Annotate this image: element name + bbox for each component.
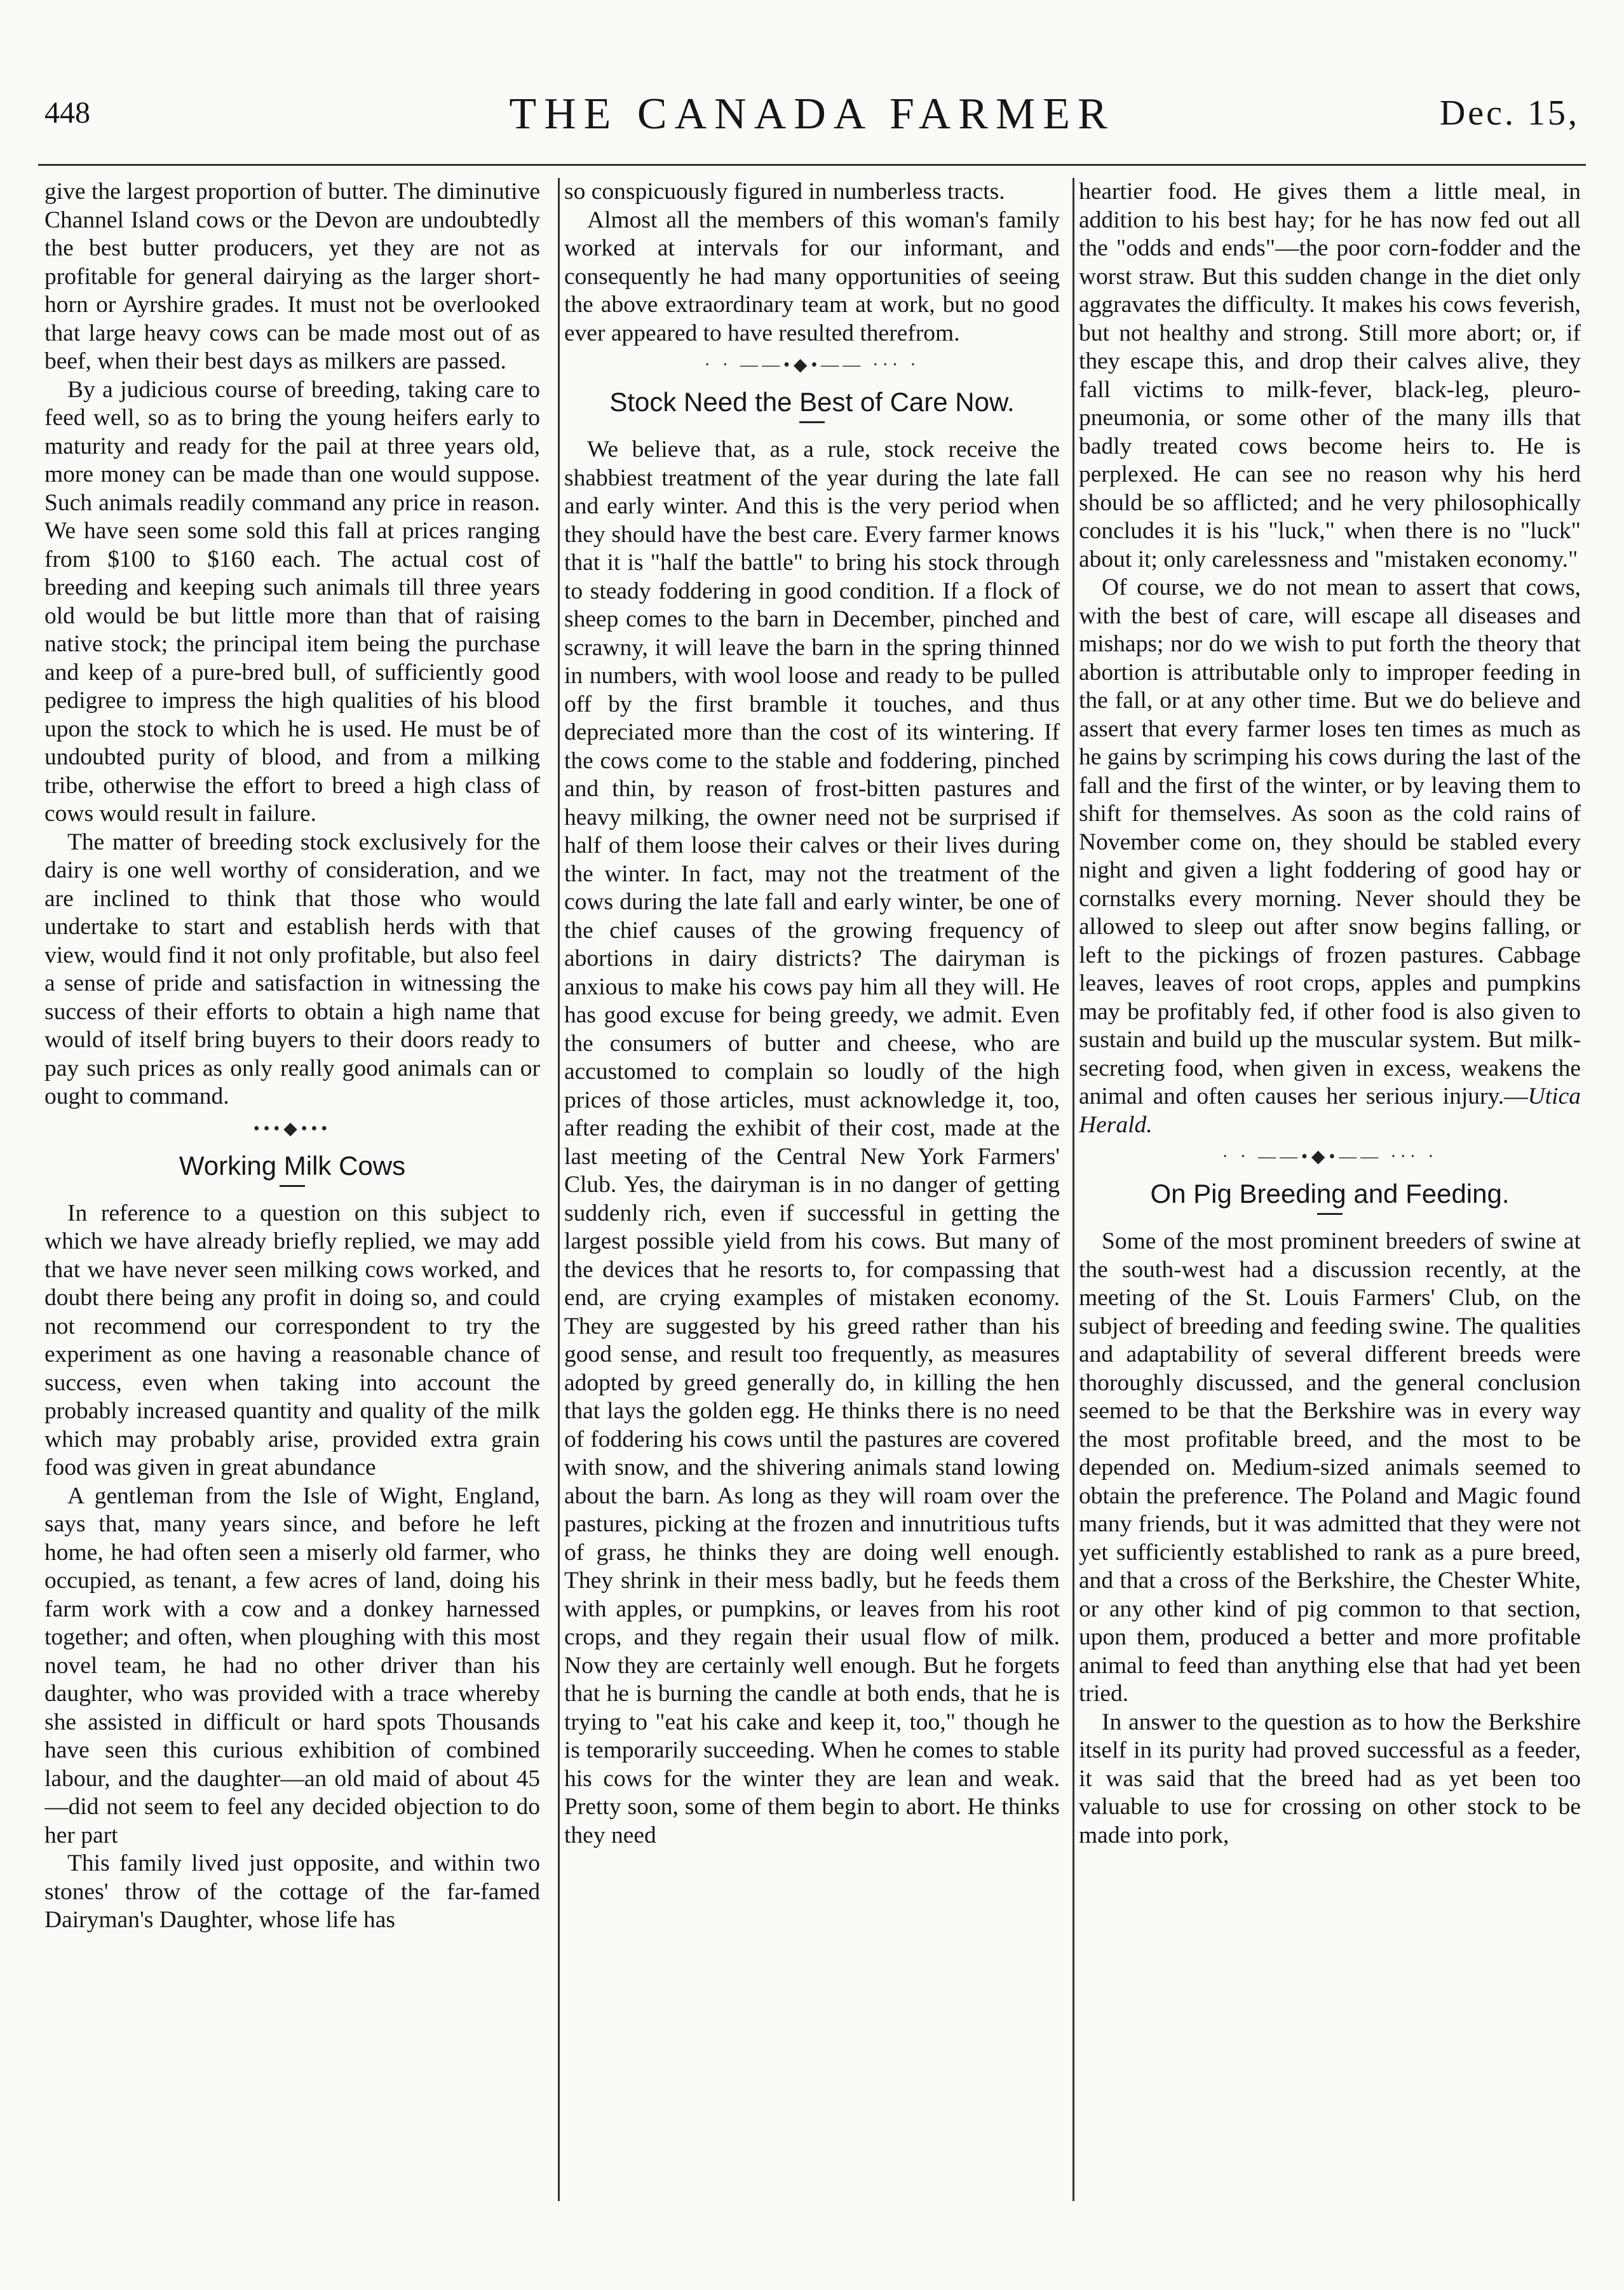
article-heading-stock-care: Stock Need the Best of Care Now. <box>609 387 1015 417</box>
article-heading-working-milk-cows: Working Milk Cows <box>179 1150 406 1181</box>
section-ornament: •••◆••• <box>253 1118 332 1139</box>
article-heading-pig-breeding: On Pig Breeding and Feeding. <box>1150 1179 1510 1209</box>
article-paragraph: In reference to a question on this subject to which we have already briefly replied, we may add that we have never seen milking cows worked, and doubt there being any profit in doing so, and could not recommend our correspondent to try the experiment as one having a reasonable chance of success, even when taking into account the probably increased quantity and quality of the milk which may probably arise, provided extra grain food was given in great abundance <box>44 1200 540 1480</box>
newspaper-title: THE CANADA FARMER <box>509 90 1115 139</box>
article-paragraph: Almost all the members of this woman's family worked at intervals for our informant, and consequently he had many opportunities of seeing the above extraordinary team at work, but no good ever appeared to have resulted therefrom. <box>564 207 1060 346</box>
article-paragraph: In answer to the question as to how the Berkshire itself in its purity had proved successful as a feeder, it was said that the breed had as yet been too valuable to use for crossing on other stock to be made into pork, <box>1079 1709 1581 1848</box>
issue-date: Dec. 15, <box>1439 93 1580 133</box>
section-ornament: · · ——•◆•—— ··· · <box>704 355 920 375</box>
masthead <box>38 89 1586 146</box>
page-number: 448 <box>44 96 90 130</box>
header-rule <box>38 164 1586 166</box>
article-paragraph: We believe that, as a rule, stock receive the shabbiest treatment of the year during the late fall and early winter. And this is the very period when they should have the best care. Every farmer knows that it is "half the battle" to bring his stock through to steady foddering in good condition. If a flock of sheep comes to the barn in December, pinched and scrawny, it will leave the barn in the spring thinned in numbers, with wool loose and ready to be pulled off by the first bramble it touches, and thus depreciated more than the cost of its wintering. If the cows come to the stable and foddering, pinched and thin, by reason of frost-bitten pastures and heavy milking, the owner need not be surprised if half of them loose their calves or their lives during the winter. In fact, may not the treatment of the cows during the late fall and early winter, be one of the chief causes of the growing frequency of abortions in dairy districts? The dairyman is anxious to make his cows pay him all they will. He has good excuse for being greedy, we admit. Even the consumers of butter and cheese, who are accustomed to complain so loudly of the high prices of those articles, must acknowledge it, too, after reading the exhibit of their cost, made at the last meeting of the Central New York Farmers' Club. Yes, the dairyman is in no danger of getting suddenly rich, even if successful in getting the largest possible yield from his cows. But many of the devices that he resorts to, for compassing that end, are crying examples of mistaken economy. They are suggested by his greed rather than his good sense, and result too frequently, as measures adopted by greed generally do, in killing the hen that lays the golden egg. He thinks there is no need of foddering his cows until the pastures are covered with snow, and the shivering animals stand lowing about the barn. As long as they will roam over the pastures, picking at the frozen and innutritious tufts of grass, he thinks they are doing well enough. They shrink in their mess badly, but he feeds them with apples, or pumpkins, or leaves from his root crops, and they regain their usual flow of milk. Now they are certainly well enough. But he forgets that he is burning the candle at both ends, that he is trying to "eat his cake and keep it, too," though he is temporarily succeeding. When he comes to stable his cows for the winter they are lean and weak. Pretty soon, some of them begin to abort. He thinks they need <box>564 437 1060 1848</box>
article-paragraph: By a judicious course of breeding, taking care to feed well, so as to bring the young heifers early to maturity and ready for the pail at three years old, more money can be made than one would suppose. Such animals readily command any price in reason. We have seen some sold this fall at prices ranging from $100 to $160 each. The actual cost of breeding and keeping such animals till three years old would be but little more than that of raising native stock; the principal item being the purchase and keep of a pure-bred bull, of sufficiently good pedigree to impress the high qualities of his blood upon the stock to which he is used. He must be of undoubted purity of blood, and from a milking tribe, otherwise the effort to breed a high class of cows would result in failure. <box>44 376 540 827</box>
article-paragraph: heartier food. He gives them a little meal, in addition to his best hay; for he has now fed out all the "odds and ends"—the poor corn-fodder and the worst straw. But this sudden change in the diet only aggravates the difficulty. It makes his cows feverish, but not healthy and strong. Still more abort; or, if they escape this, and drop their calves alive, they fall victims to milk-fever, black-leg, pleuro-pneumonia, or some other of the many ills that badly treated cows become heirs to. He is perplexed. He can see no reason why his herd should be so afflicted; and he very philosophically concludes it is his "luck," when there is no "luck" about it; only carelessness and "mistaken economy." <box>1079 179 1581 572</box>
article-paragraph: This family lived just opposite, and within two stones' throw of the cottage of the far-famed Dairyman's Daughter, whose life has <box>44 1850 540 1933</box>
column-middle <box>564 178 1060 2201</box>
column-divider <box>1073 178 1074 2201</box>
heading-rule <box>1317 1213 1343 1215</box>
article-paragraph <box>1079 574 1581 1139</box>
article-paragraph-text: Of course, we do not mean to assert that cows, with the best of care, will escape all diseases and mishaps; nor do we wish to put forth the theory that abortion is attributable only to improper feeding in the fall, or at any other time. But we do believe and assert that every farmer loses ten times as much as he gains by scrimping his cows during the last of the fall and the first of the winter, or by leaving them to shift for themselves. As soon as the cold rains of November come on, they should be stabled every night and given a light foddering of good hay or cornstalks every morning. Never should they be allowed to sleep out after snow begins falling, or left to the pickings of frozen pastures. Cabbage leaves, leaves of root crops, apples and pumpkins may be profitably fed, if other food is also given to sustain and build up the muscular system. But milk-secreting food, when given in excess, weakens the animal and often causes her serious injury.— <box>1079 574 1581 1109</box>
column-divider <box>558 178 560 2201</box>
source-attribution: Utica Herald. <box>1079 1083 1581 1138</box>
article-paragraph: give the largest proportion of butter. The diminutive Channel Island cows or the Devon are undoubtedly the best butter producers, yet they are not as profitable for general dairying as the larger short-horn or Ayrshire grades. It must not be overlooked that large heavy cows can be made most out of as beef, when their best days as milkers are passed. <box>44 179 540 374</box>
article-paragraph: A gentleman from the Isle of Wight, England, says that, many years since, and before he left home, he had often seen a miserly old farmer, who occupied, as tenant, a few acres of land, doing his farm work with a cow and a donkey harnessed together; and often, when ploughing with this most novel team, he had no other driver than his daughter, who was provided with a trace whereby she assisted in difficult or hard spots Thousands have seen this curious exhibition of combined labour, and the daughter—an old maid of about 45—did not seem to feel any decided objection to do her part <box>44 1482 540 1848</box>
article-paragraph: The matter of breeding stock exclusively for the dairy is one well worthy of consideration, and we are inclined to think that those who would undertake to start and establish herds with that view, would find it not only profitable, but also feel a sense of pride and satisfaction in witnessing the success of their efforts to obtain a high name that would of itself bring buyers to their doors ready to pay such prices as only really good animals can or ought to command. <box>44 829 540 1109</box>
section-ornament: · · ——•◆•—— ··· · <box>1222 1147 1438 1167</box>
column-right <box>1079 178 1581 2201</box>
article-paragraph: so conspicuously figured in numberless tracts. <box>564 179 1005 205</box>
column-left <box>44 178 540 2201</box>
article-paragraph: Some of the most prominent breeders of swine at the south-west had a discussion recently, at the meeting of the St. Louis Farmers' Club, on the subject of breeding and feeding swine. The qualities and adaptability of several different breeds were thoroughly discussed, and the general conclusion seemed to be that the Berkshire was in every way the most profitable breed, and the most to be depended on. Medium-sized animals seemed to obtain the preference. The Poland and Magic found many friends, but it was admitted that they were not yet sufficiently established to rank as a pure breed, and that a cross of the Berkshire, the Chester White, or any other kind of pig common to that section, upon them, produced a better and more profitable animal to feed than anything else that had yet been tried. <box>1079 1228 1581 1707</box>
heading-rule <box>799 421 825 423</box>
heading-rule <box>280 1185 305 1187</box>
